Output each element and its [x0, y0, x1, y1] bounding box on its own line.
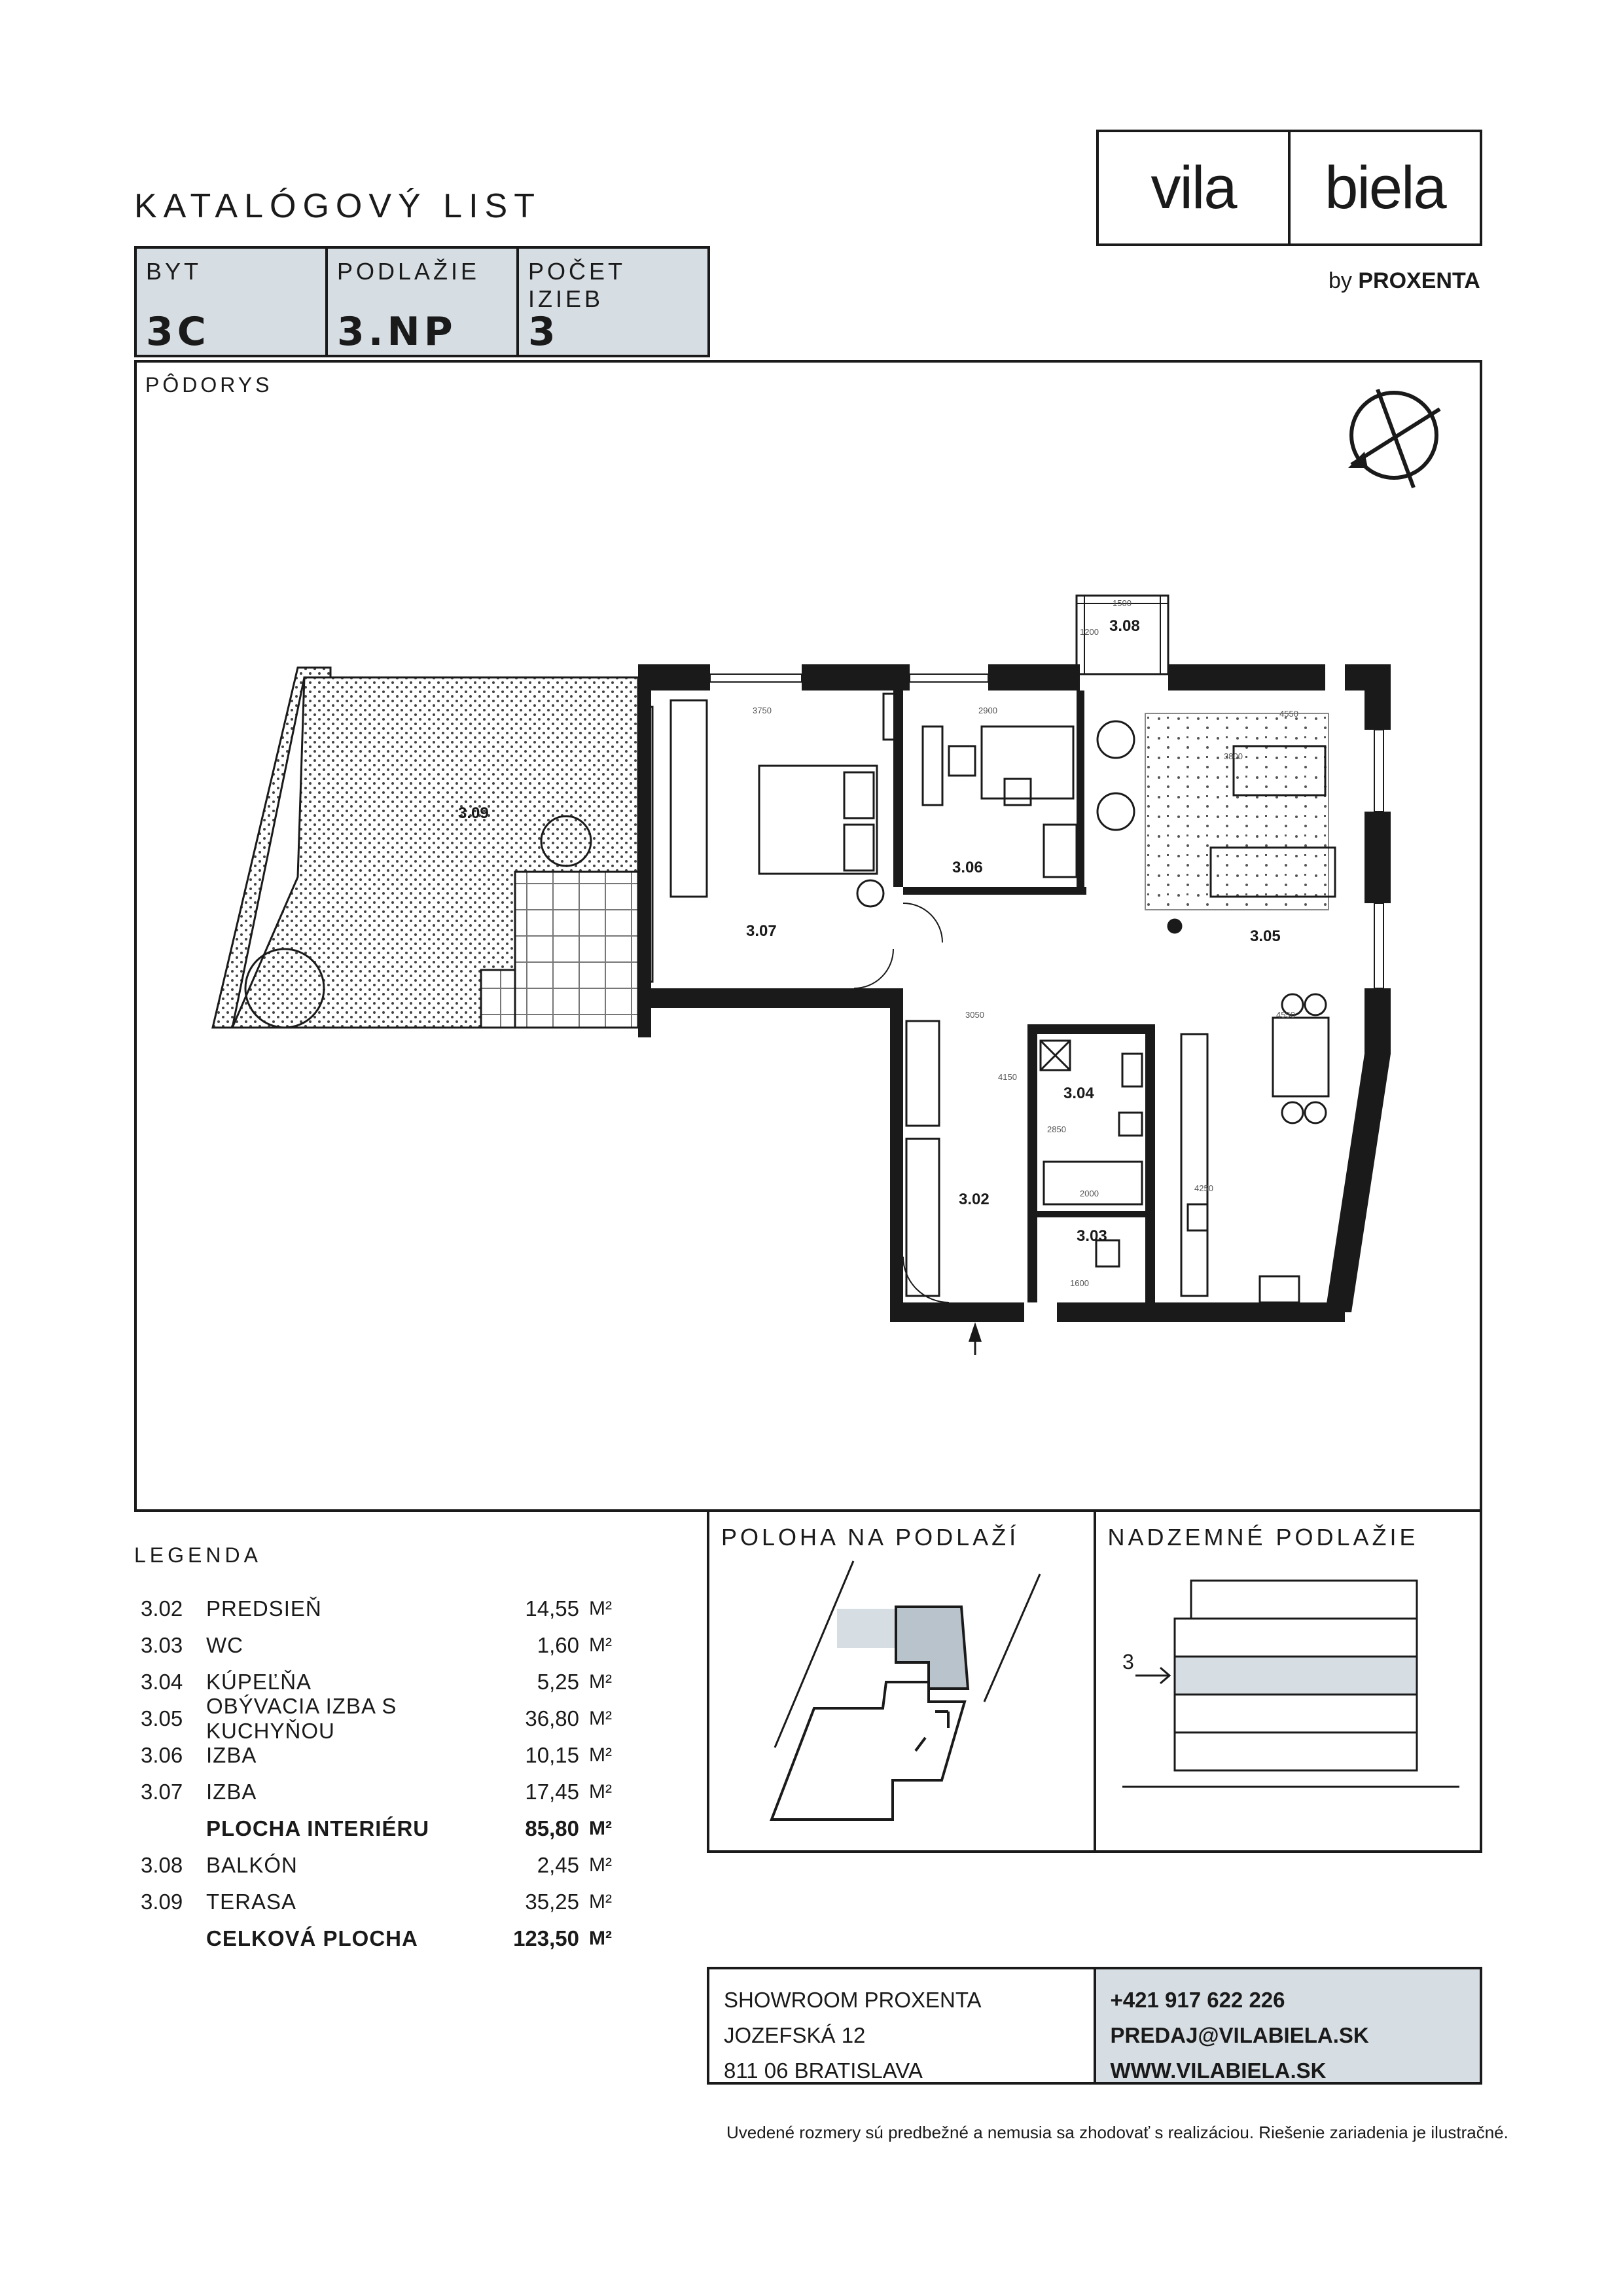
- room-label-309: 3.09: [458, 804, 489, 822]
- legend-row: 3.04 KÚPEĽŇA 5,25 M²: [141, 1670, 612, 1694]
- showroom-street: JOZEFSKÁ 12: [724, 2023, 866, 2047]
- legend-subtotal-row: PLOCHA INTERIÉRU 85,80 M²: [206, 1816, 612, 1840]
- byt-cell: [137, 249, 328, 355]
- legend-table: [141, 1590, 612, 1957]
- dim-1600: 1600: [1070, 1278, 1089, 1288]
- dim-4550b: 4550: [1276, 1010, 1295, 1020]
- dim-2000: 2000: [1080, 1189, 1099, 1198]
- legend-row: 3.05 OBÝVACIA IZBA S KUCHYŇOU 36,80 M²: [141, 1694, 612, 1743]
- byt-label: BYT: [146, 258, 202, 285]
- contact-web[interactable]: WWW.VILABIELA.SK: [1110, 2058, 1327, 2083]
- floor-position-diagram: [709, 1512, 1092, 1856]
- dim-3050: 3050: [965, 1010, 984, 1020]
- logo-byline: [1329, 268, 1480, 294]
- showroom-name: SHOWROOM PROXENTA: [724, 1988, 982, 2012]
- dim-1200: 1200: [1080, 627, 1099, 637]
- podlazie-value: 3.NP: [337, 309, 457, 355]
- dim-2900: 2900: [978, 706, 997, 715]
- above-ground-label: NADZEMNÉ PODLAŽIE: [1107, 1524, 1419, 1551]
- logo-left-word: vila: [1099, 132, 1291, 243]
- legend-row: 3.07 IZBA 17,45 M²: [141, 1780, 612, 1804]
- room-label-303: 3.03: [1077, 1227, 1107, 1245]
- dim-4250: 4250: [1194, 1183, 1213, 1193]
- byt-value: 3C: [146, 309, 210, 355]
- byline-by: by: [1329, 268, 1352, 293]
- page-title: KATALÓGOVÝ LIST: [134, 187, 541, 225]
- legend-row: 3.08 BALKÓN 2,45 M²: [141, 1853, 612, 1877]
- legend-row: 3.02 PREDSIEŇ 14,55 M²: [141, 1596, 612, 1621]
- legend-row: 3.03 WC 1,60 M²: [141, 1633, 612, 1657]
- izby-value: 3: [528, 309, 560, 355]
- showroom-address: [709, 1969, 1096, 2082]
- floor-plan-drawing: [134, 360, 1482, 1512]
- entrance-arrow-icon: [969, 1322, 982, 1355]
- byline-brand: PROXENTA: [1358, 268, 1480, 293]
- contact-email[interactable]: PREDAJ@VILABIELA.SK: [1110, 2023, 1369, 2047]
- dim-1500: 1500: [1113, 598, 1132, 608]
- room-label-306: 3.06: [952, 859, 983, 876]
- logo-right-word: biela: [1325, 154, 1446, 221]
- contact-phone[interactable]: +421 917 622 226: [1110, 1988, 1285, 2012]
- podlazie-label: PODLAŽIE: [337, 258, 480, 285]
- dim-3800: 3800: [1224, 751, 1243, 761]
- room-label-305: 3.05: [1250, 927, 1281, 945]
- showroom-city: 811 06 BRATISLAVA: [724, 2058, 923, 2083]
- position-panel: [707, 1509, 1482, 1853]
- contact-details: [1096, 1969, 1480, 2082]
- dim-2850: 2850: [1047, 1124, 1066, 1134]
- dim-4550a: 4550: [1279, 709, 1298, 719]
- room-label-302: 3.02: [959, 1191, 990, 1208]
- floor-stack-diagram: [1096, 1512, 1479, 1856]
- floor-marker: 3: [1122, 1650, 1134, 1674]
- room-label-304: 3.04: [1063, 1085, 1094, 1102]
- izby-cell: [519, 249, 707, 355]
- legend-row: 3.06 IZBA 10,15 M²: [141, 1743, 612, 1767]
- apartment-info-table: [134, 246, 710, 357]
- contact-box: [707, 1967, 1482, 2085]
- room-label-308: 3.08: [1109, 617, 1140, 635]
- disclaimer-note: Uvedené rozmery sú predbežné a nemusia sa zhodovať s realizáciou. Riešenie zariadenia je ilustračné.: [726, 2123, 1508, 2142]
- plan-label: PÔDORYS: [145, 373, 273, 397]
- legend-title: LEGENDA: [134, 1543, 262, 1567]
- dim-3750: 3750: [753, 706, 772, 715]
- podlazie-cell: [328, 249, 519, 355]
- dim-4150: 4150: [998, 1072, 1017, 1082]
- vila-biela-logo: [1096, 130, 1482, 246]
- floor-position-panel: [709, 1512, 1096, 1850]
- above-ground-panel: [1096, 1512, 1480, 1850]
- izby-label: POČET IZIEB: [528, 258, 626, 312]
- legend-total-row: CELKOVÁ PLOCHA 123,50 M²: [206, 1926, 612, 1950]
- compass-icon: [1348, 389, 1440, 488]
- terrace-area: [213, 668, 652, 1028]
- legend-row: 3.09 TERASA 35,25 M²: [141, 1890, 612, 1914]
- floor-position-label: POLOHA NA PODLAŽÍ: [721, 1524, 1020, 1551]
- room-label-307: 3.07: [746, 922, 777, 940]
